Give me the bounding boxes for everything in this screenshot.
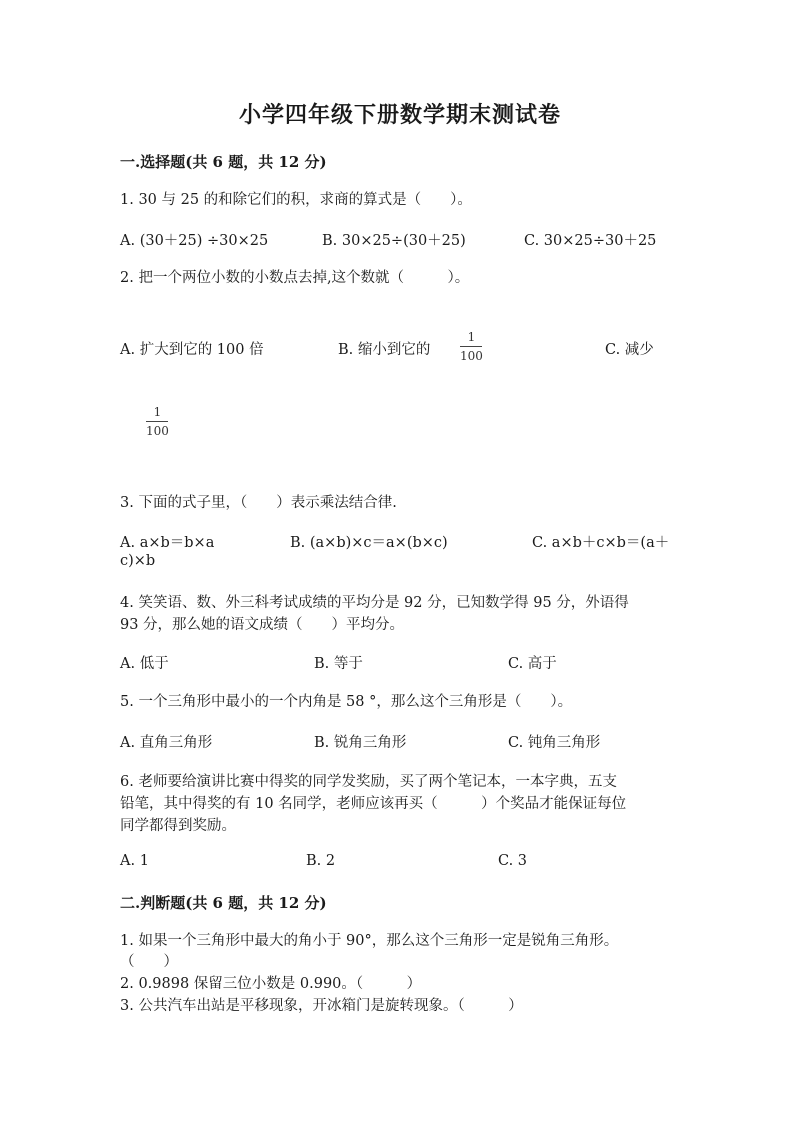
question-5-option-c: C. 钝角三角形 xyxy=(508,735,601,751)
question-6-text-line-3: 同学都得到奖励。 xyxy=(120,818,236,834)
question-3-option-c-continued: c)×b xyxy=(120,553,156,569)
question-2-text: 2. 把一个两位小数的小数点去掉,这个数就（ ）。 xyxy=(120,270,470,286)
question-5-text: 5. 一个三角形中最小的一个内角是 58 °，那么这个三角形是（ ）。 xyxy=(120,694,573,710)
fraction-denominator: 100 xyxy=(146,424,169,438)
judgement-3-text: 3. 公共汽车出站是平移现象，开冰箱门是旋转现象。（ ） xyxy=(120,998,523,1014)
question-2-option-c: C. 减少 xyxy=(605,342,654,358)
fraction-bar xyxy=(146,421,168,422)
question-4-option-a: A. 低于 xyxy=(120,656,169,672)
judgement-1-text-line-1: 1. 如果一个三角形中最大的角小于 90°，那么这个三角形一定是锐角三角形。 xyxy=(120,933,619,949)
question-1-option-c: C. 30×25÷30＋25 xyxy=(524,233,657,249)
section-heading-judgement: 二.判断题(共 6 题，共 12 分) xyxy=(120,894,327,912)
question-5-option-b: B. 锐角三角形 xyxy=(314,735,407,751)
question-6-option-b: B. 2 xyxy=(306,853,336,869)
question-1-option-a: A. (30＋25) ÷30×25 xyxy=(120,233,269,249)
fraction-denominator: 100 xyxy=(460,349,483,363)
question-2-option-a: A. 扩大到它的 100 倍 xyxy=(120,342,264,358)
question-3-option-a: A. a×b＝b×a xyxy=(120,535,215,551)
judgement-2-text: 2. 0.9898 保留三位小数是 0.990。（ ） xyxy=(120,976,422,992)
question-3-text: 3. 下面的式子里，（ ）表示乘法结合律. xyxy=(120,495,397,511)
fraction-one-hundredth-b xyxy=(460,330,483,363)
fraction-numerator: 1 xyxy=(467,330,476,344)
question-6-option-c: C. 3 xyxy=(498,853,528,869)
question-5-option-a: A. 直角三角形 xyxy=(120,735,213,751)
section-heading-choice: 一.选择题(共 6 题，共 12 分) xyxy=(120,153,327,171)
fraction-one-hundredth-c xyxy=(146,405,169,438)
fraction-numerator: 1 xyxy=(153,405,162,419)
question-4-option-c: C. 高于 xyxy=(508,656,557,672)
question-6-option-a: A. 1 xyxy=(120,853,149,869)
question-3-option-b: B. (a×b)×c＝a×(b×c) xyxy=(290,535,448,551)
judgement-1-text-line-2: （ ） xyxy=(120,954,178,970)
question-6-text-line-1: 6. 老师要给演讲比赛中得奖的同学发奖励，买了两个笔记本，一本字典，五支 xyxy=(120,774,617,790)
question-4-text-line-2: 93 分，那么她的语文成绩（ ）平均分。 xyxy=(120,617,405,633)
question-3-option-c: C. a×b＋c×b＝(a＋ xyxy=(532,535,670,551)
page-title: 小学四年级下册数学期末测试卷 xyxy=(238,102,561,128)
question-1-option-b: B. 30×25÷(30＋25) xyxy=(322,233,466,249)
question-1-text: 1. 30 与 25 的和除它们的积，求商的算式是（ ）。 xyxy=(120,192,472,208)
question-4-text-line-1: 4. 笑笑语、数、外三科考试成绩的平均分是 92 分，已知数学得 95 分，外语得 xyxy=(120,595,629,611)
question-6-text-line-2: 铅笔，其中得奖的有 10 名同学，老师应该再买（ ）个奖品才能保证每位 xyxy=(120,796,627,812)
fraction-bar xyxy=(460,346,482,347)
question-4-option-b: B. 等于 xyxy=(314,656,363,672)
question-2-option-b: B. 缩小到它的 xyxy=(338,342,431,358)
